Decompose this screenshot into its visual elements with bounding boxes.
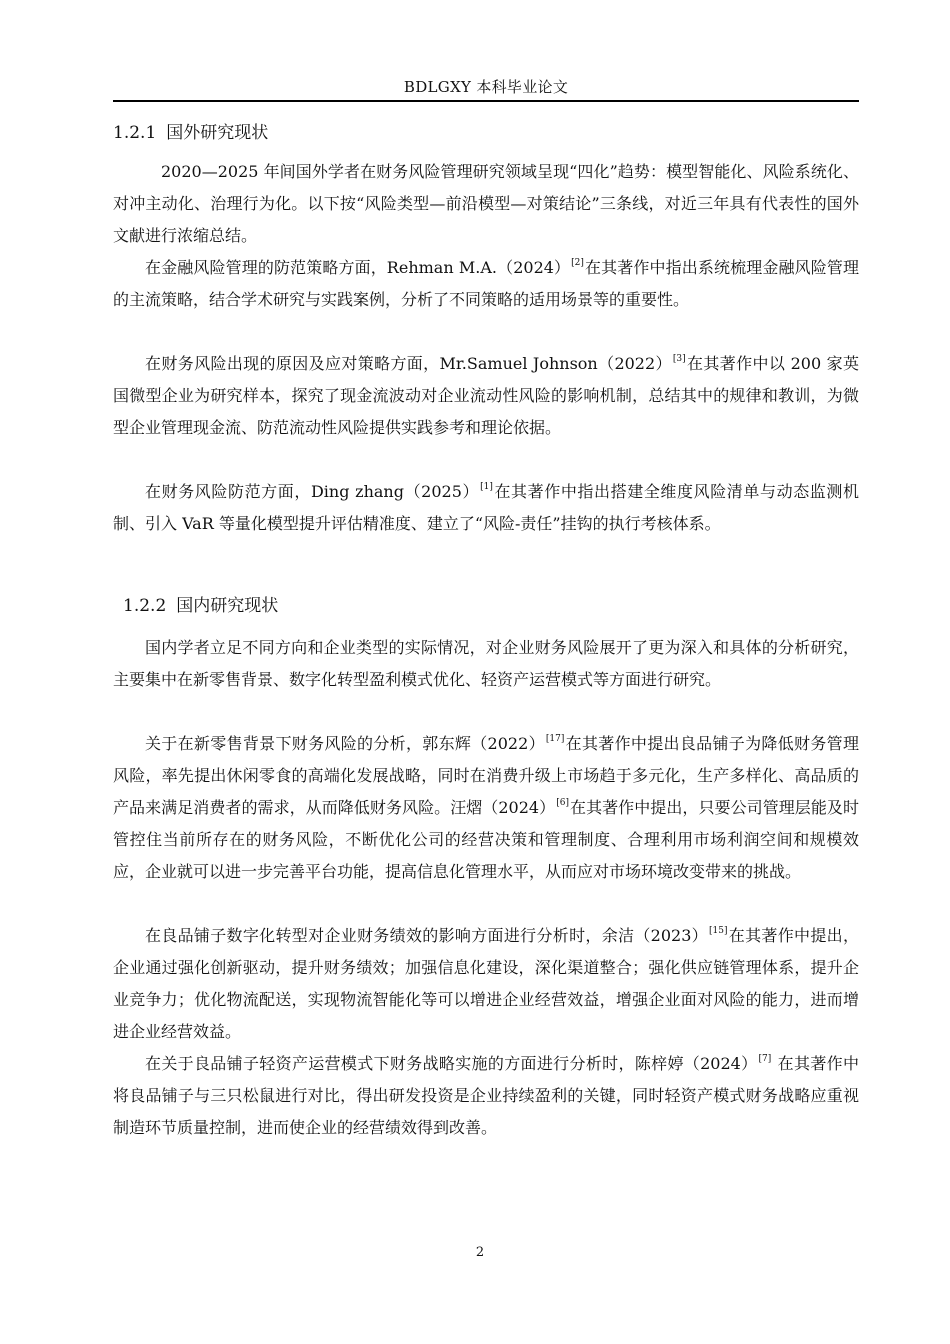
paragraph-text: 在财务风险防范方面，Ding zhang（2025） bbox=[145, 482, 480, 501]
section-number: 1.2.1 bbox=[113, 123, 157, 143]
paragraph bbox=[113, 1048, 859, 1144]
paragraph bbox=[113, 632, 859, 696]
paragraph-text: 在其著作中提出良品铺子为降低财务管理风险，率先提出休闲零食的高端化发展战略，同时在消费升级上市场趋于多元化，生产多样化、高品质的产品来满足消费者的需求，从而降低财务风险。汪熠（2024） bbox=[113, 734, 859, 817]
header-rule bbox=[113, 100, 859, 102]
citation-ref: [6] bbox=[556, 798, 569, 808]
paragraph-text: 在财务风险出现的原因及应对策略方面，Mr.Samuel Johnson（2022） bbox=[145, 354, 672, 373]
paragraph-text: 在其著作中将良品铺子与三只松鼠进行对比，得出研发投资是企业持续盈利的关键，同时轻资产模式财务战略应重视制造环节质量控制，进而使企业的经营绩效得到改善。 bbox=[113, 1054, 859, 1137]
paragraph bbox=[113, 156, 859, 252]
citation-ref: [3] bbox=[672, 354, 686, 364]
paragraph-text: 在金融风险管理的防范策略方面，Rehman M.A.（2024） bbox=[145, 258, 571, 277]
paragraph-text: 在其著作中以 200 家英国微型企业为研究样本，探究了现金流波动对企业流动性风险的影响机制，总结其中的规律和教训，为微型企业管理现金流、防范流动性风险提供实践参考和理论依据。 bbox=[113, 354, 859, 437]
page-number: 2 bbox=[475, 1245, 485, 1260]
section-heading-domestic bbox=[123, 594, 278, 618]
paragraph bbox=[113, 920, 859, 1048]
section-title: 国外研究现状 bbox=[166, 123, 269, 143]
paragraph-text: 在其著作中提出，企业通过强化创新驱动，提升财务绩效；加强信息化建设，深化渠道整合；强化供应链管理体系，提升企业竞争力；优化物流配送，实现物流智能化等可以增进企业经营效益，增强企业面对风险的能力，进而增进企业经营效益。 bbox=[113, 926, 859, 1041]
running-header: BDLGXY 本科毕业论文 bbox=[403, 78, 569, 96]
section-heading-foreign bbox=[113, 121, 268, 145]
paragraph-text: 在良品铺子数字化转型对企业财务绩效的影响方面进行分析时，余洁（2023） bbox=[145, 926, 708, 945]
paragraph-text: 在其著作中指出搭建全维度风险清单与动态监测机制、引入 VaR 等量化模型提升评估精准度、建立了“风险-责任”挂钩的执行考核体系。 bbox=[113, 482, 859, 533]
citation-ref: [7] bbox=[758, 1054, 772, 1064]
paragraph bbox=[113, 728, 859, 888]
paragraph-text: 2020—2025 年间国外学者在财务风险管理研究领域呈现“四化”趋势：模型智能化、风险系统化、对冲主动化、治理行为化。以下按“风险类型—前沿模型—对策结论”三条线，对近三年具有代表性的国外文献进行浓缩总结。 bbox=[113, 162, 859, 245]
citation-ref: [2] bbox=[571, 258, 584, 268]
paragraph bbox=[113, 348, 859, 444]
paragraph bbox=[113, 476, 859, 540]
section-title: 国内研究现状 bbox=[176, 596, 279, 616]
paragraph bbox=[113, 252, 859, 316]
paragraph-text: 关于在新零售背景下财务风险的分析，郭东辉（2022） bbox=[145, 734, 545, 753]
paragraph-text: 在其著作中指出系统梳理金融风险管理的主流策略，结合学术研究与实践案例，分析了不同策略的适用场景等的重要性。 bbox=[113, 258, 859, 309]
citation-ref: [17] bbox=[545, 734, 565, 744]
citation-ref: [15] bbox=[709, 926, 728, 936]
paragraph-text: 国内学者立足不同方向和企业类型的实际情况，对企业财务风险展开了更为深入和具体的分析研究，主要集中在新零售背景、数字化转型盈利模式优化、轻资产运营模式等方面进行研究。 bbox=[113, 638, 859, 689]
section-number: 1.2.2 bbox=[123, 596, 167, 616]
paragraph-text: 在其著作中提出，只要公司管理层能及时管控住当前所存在的财务风险，不断优化公司的经营决策和管理制度、合理利用市场利润空间和规模效应，企业就可以进一步完善平台功能，提高信息化管理水平，从而应对市场环境改变带来的挑战。 bbox=[113, 798, 859, 881]
citation-ref: [1] bbox=[480, 482, 493, 492]
paragraph-text: 在关于良品铺子轻资产运营模式下财务战略实施的方面进行分析时，陈梓婷（2024） bbox=[145, 1054, 758, 1073]
